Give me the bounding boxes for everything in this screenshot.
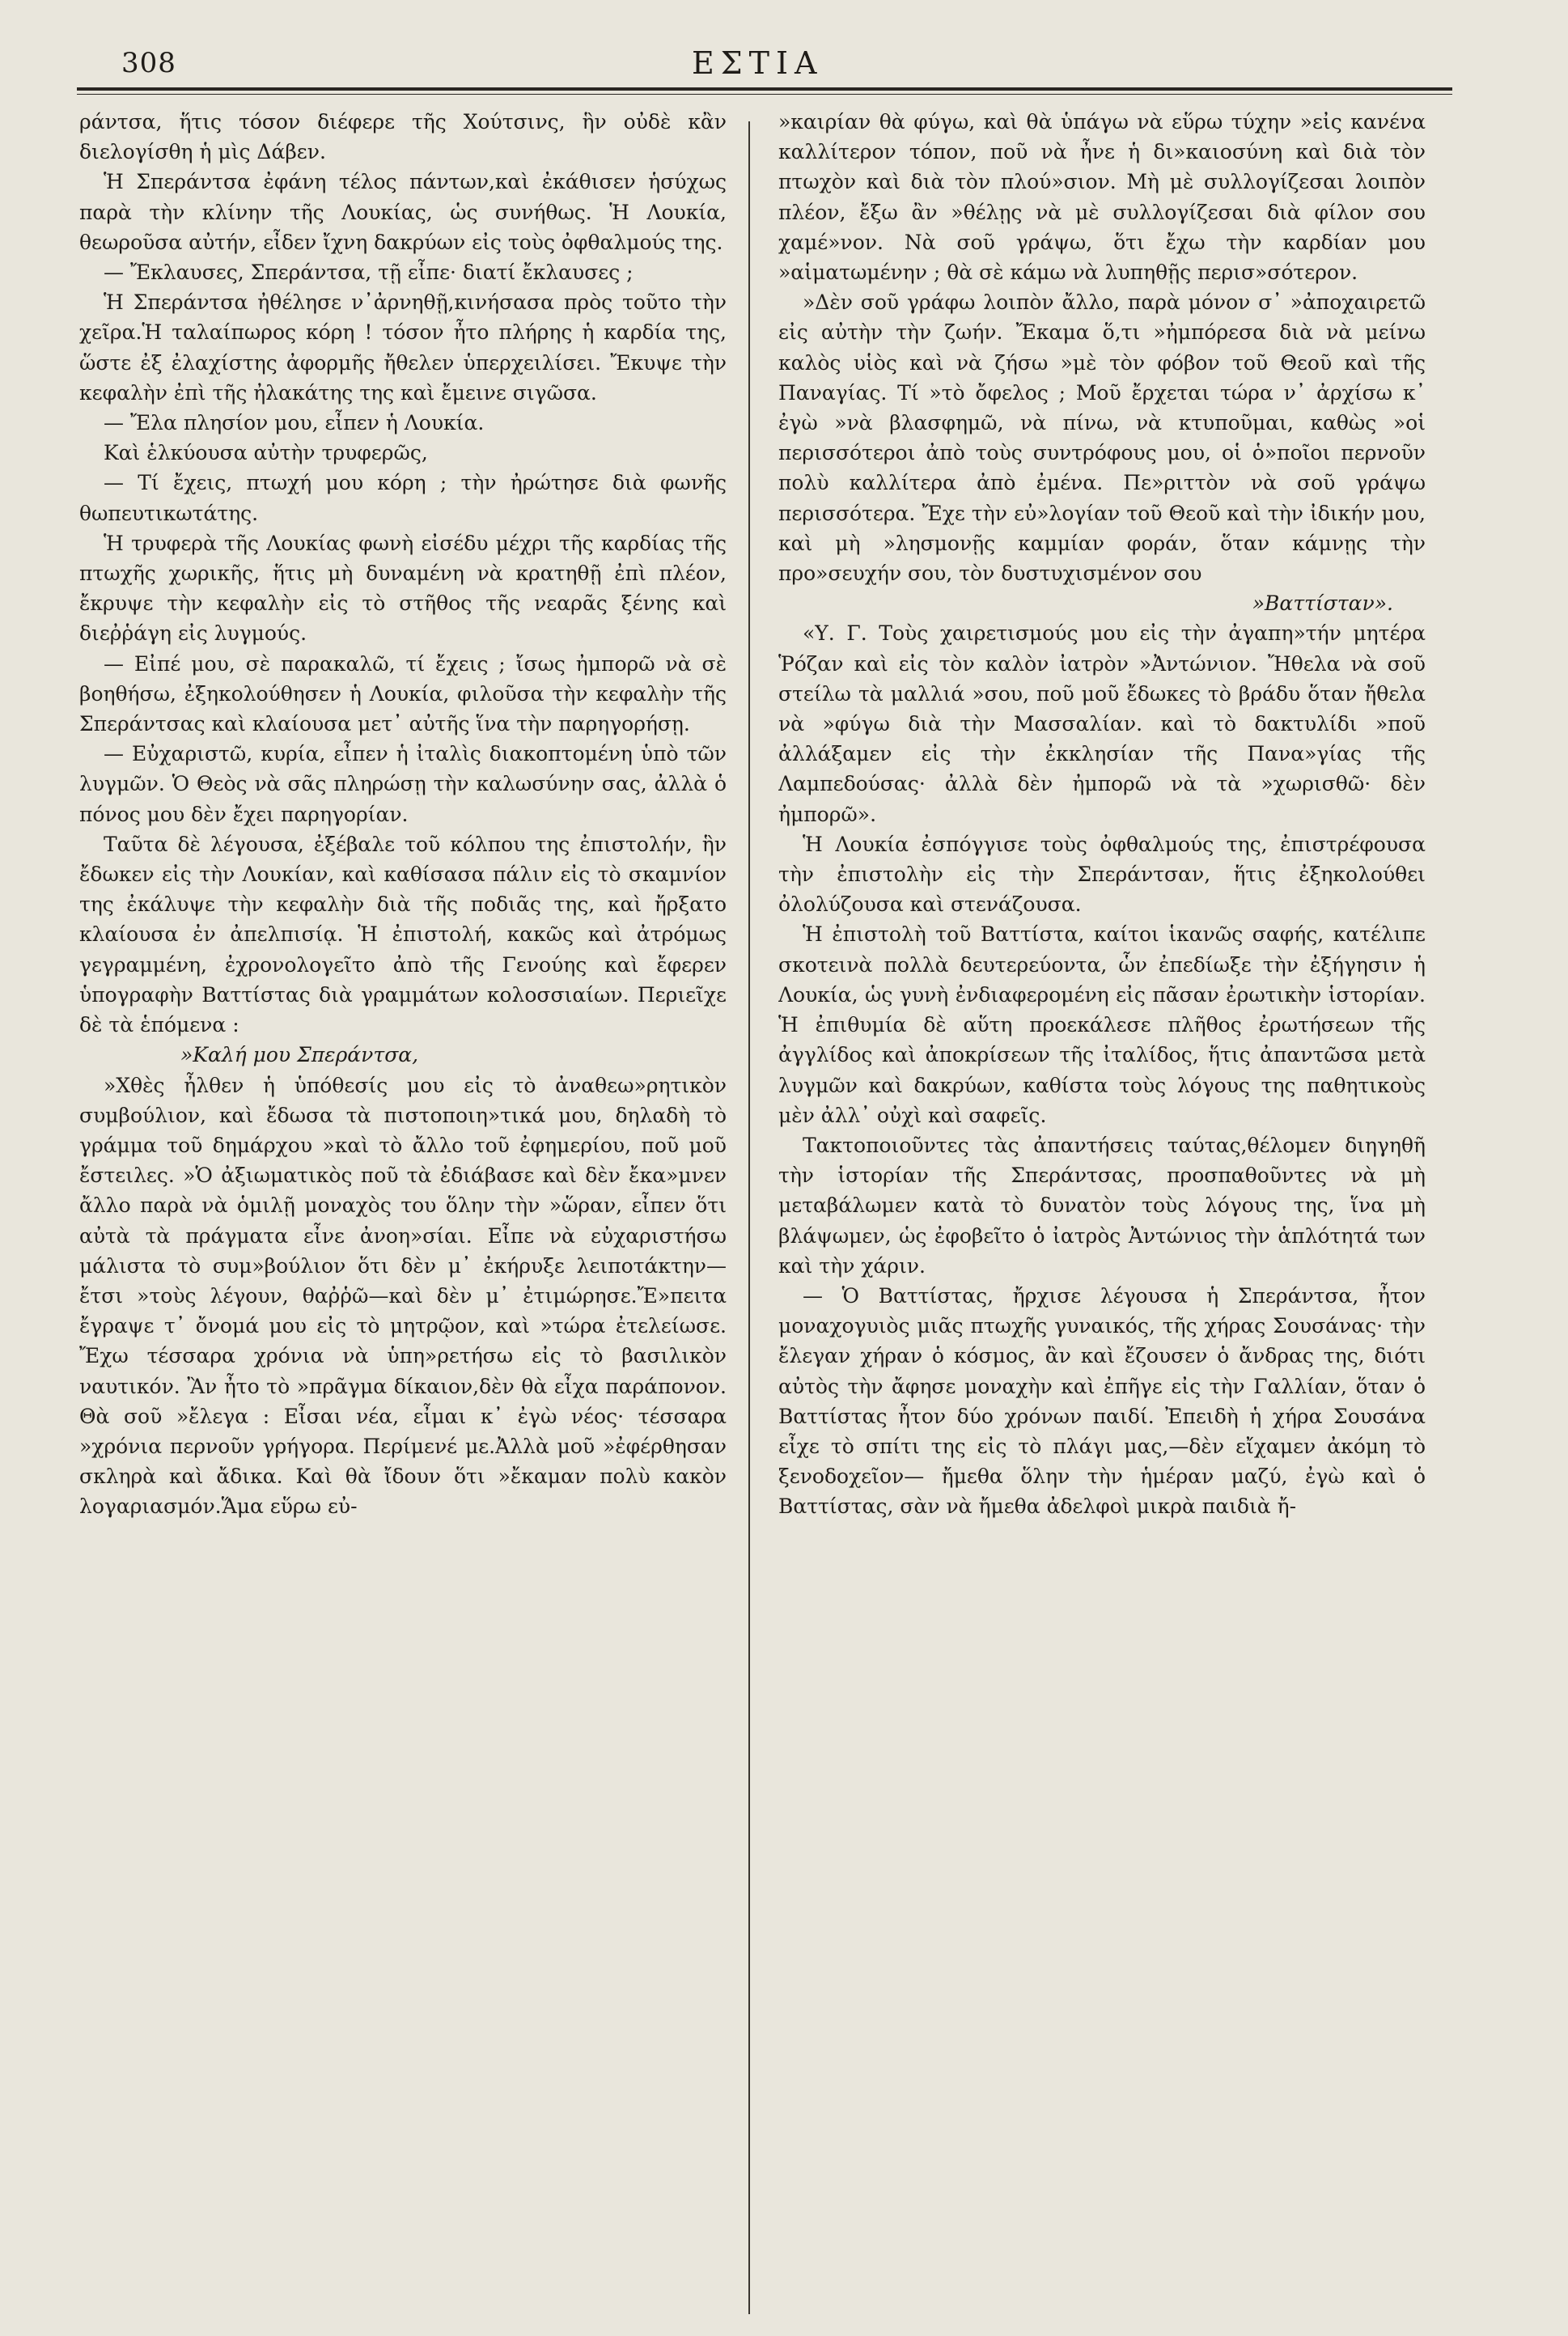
paragraph: Ἡ τρυφερὰ τῆς Λουκίας φωνὴ εἰσέδυ μέχρι τῆς καρδίας τῆς πτωχῆς χωρικῆς, ἥτις μὴ δυναμένη νὰ κρατηθῇ ἐπὶ πλέον, ἔκρυψε τὴν κεφαλὴν εἰς τὸ στῆθος τῆς νεαρᾶς ξένης καὶ διεῤῥάγη εἰς λυγμούς. [79,531,727,646]
right-column [778,107,1426,2324]
paragraph: Ταῦτα δὲ λέγουσα, ἐξέβαλε τοῦ κόλπου της ἐπιστολήν, ἣν ἔδωκεν εἰς τὴν Λουκίαν, καὶ καθίσασα πάλιν εἰς τὸ σκαμνίον της ἐκάλυψε τὴν κεφαλὴν διὰ τῆς ποδιᾶς της, καὶ ἤρξατο κλαίουσα ἐν ἀπελπισίᾳ. Ἡ ἐπιστολή, κακῶς καὶ ἀτρόμως γεγραμμένη, ἐχρονολογεῖτο ἀπὸ τῆς Γενούης καὶ ἔφερεν ὑπογραφὴν Βαττίστας διὰ γραμμάτων κολοσσιαίων. Περιεῖχε δὲ τὰ ἑπόμενα : [79,832,727,1037]
paragraph: Καὶ ἑλκύουσα αὐτὴν τρυφερῶς, [104,441,428,465]
letter-salutation: »Καλή μου Σπεράντσα, [180,1043,419,1067]
header-rule-thin [77,94,1452,95]
letter-body: »καιρίαν θὰ φύγω, καὶ θὰ ὑπάγω νὰ εὕρω τύχην »εἰς κανένα καλλίτερον τόπον, ποῦ νὰ ἦνε ἡ δι»καιοσύνη καὶ διὰ τὸν πτωχὸν καὶ διὰ τὸν πλού»σιον. Μὴ μὲ συλλογίζεσαι λοιπὸν πλέον, ἔξω ἂν »θέλῃς νὰ μὲ συλλογίζεσαι διὰ φίλον σου χαμέ»νον. Νὰ σοῦ γράψω, ὅτι ἔχω τὴν καρδίαν μου »αἱματωμένην ; θὰ σὲ κάμω νὰ λυπηθῇς περισ»σότερον. [778,110,1426,285]
letter-body: »Δὲν σοῦ γράφω λοιπὸν ἄλλο, παρὰ μόνον σ᾽ »ἀποχαιρετῶ εἰς αὐτὴν τὴν ζωήν. Ἔκαμα ὅ,τι »ἠμπόρεσα διὰ νὰ μείνω καλὸς υἱὸς καὶ νὰ ζήσω »μὲ τὸν φόβον τοῦ Θεοῦ καὶ τῆς Παναγίας. Τί »τὸ ὄφελος ; Μοῦ ἔρχεται τώρα ν᾽ ἀρχίσω κ᾽ ἐγὼ »νὰ βλασφημῶ, νὰ πίνω, νὰ κτυποῦμαι, καθὼς »οἱ περισσότεροι ἀπὸ τοὺς συντρόφους μου, οἱ ὁ»ποῖοι περνοῦν πολὺ καλλίτερα ἀπὸ ἐμένα. Πε»ριττὸν νὰ σοῦ γράψω περισσότερα. Ἔχε τὴν εὐ»λογίαν τοῦ Θεοῦ καὶ τὴν ἰδικήν μου, καὶ μὴ »λησμονῇς καμμίαν φοράν, ὅταν κάμνῃς τὴν προ»σευχήν σου, τὸν δυστυχισμένον σου [778,290,1426,586]
paragraph: Ἡ Σπεράντσα ἠθέλησε ν᾽ἀρνηθῇ,κινήσασα πρὸς τοῦτο τὴν χεῖρα.Ἡ ταλαίπωρος κόρη ! τόσον ἦτο πλήρης ἡ καρδία της, ὥστε ἐξ ἐλαχίστης ἀφορμῆς ἤθελεν ὑπερχειλίσει. Ἔκυψε τὴν κεφαλὴν ἐπὶ τῆς ἠλακάτης της καὶ ἔμεινε σιγῶσα. [79,290,727,405]
paragraph: Ἡ Λουκία ἐσπόγγισε τοὺς ὀφθαλμούς της, ἐπιστρέφουσα τὴν ἐπιστολὴν εἰς τὴν Σπεράντσαν, ἥτις ἐξηκολούθει ὀλολύζουσα καὶ στενάζουσα. [778,832,1426,917]
page-number: 308 [121,47,176,79]
letter-signature: »Βαττίσταν». [1252,591,1393,616]
column-divider [748,121,750,2314]
paragraph: Ἡ ἐπιστολὴ τοῦ Βαττίστα, καίτοι ἱκανῶς σαφής, κατέλιπε σκοτεινὰ πολλὰ δευτερεύοντα, ὧν ἐπεδίωξε τὴν ἐξήγησιν ἡ Λουκία, ὡς γυνὴ ἐνδιαφερομένη εἰς πᾶσαν ἐρωτικὴν ἱστορίαν. Ἡ ἐπιθυμία δὲ αὕτη προεκάλεσε πλῆθος ἐρωτήσεων τῆς ἀγγλίδος καὶ ἀποκρίσεων τῆς ἰταλίδος, ἥτις ἀπαντῶσα μετὰ λυγμῶν καὶ δακρύων, καθίστα τοὺς λόγους της παθητικοὺς μὲν ἀλλ᾽ οὐχὶ καὶ σαφεῖς. [778,922,1426,1127]
letter-body: »Χθὲς ἦλθεν ἡ ὑπόθεσίς μου εἰς τὸ ἀναθεω»ρητικὸν συμβούλιον, καὶ ἔδωσα τὰ πιστοποιη»τικά μου, δηλαδὴ τὸ γράμμα τοῦ δημάρχου »καὶ τὸ ἄλλο τοῦ ἐφημερίου, ποῦ μοῦ ἔστειλες. »Ὁ ἀξιωματικὸς ποῦ τὰ ἐδιάβασε καὶ δὲν ἔκα»μνεν ἄλλο παρὰ νὰ ὁμιλῇ μοναχὸς του ὅλην τὴν »ὥραν, εἶπεν ὅτι αὐτὰ τὰ πράγματα εἶνε ἀνοη»σίαι. Εἶπε νὰ εὐχαριστήσω μάλιστα τὸ συμ»βούλιον ὅτι δὲν μ᾽ ἐκήρυξε λειποτάκτην—ἔτσι »τοὺς λέγουν, θαῤῥῶ—καὶ δὲν μ᾽ ἐτιμώρησε.Ἔ»πειτα ἔγραψε τ᾽ ὄνομά μου εἰς τὸ μητρῷον, καὶ »τώρα ἐτελείωσε. Ἔχω τέσσαρα χρόνια νὰ ὑπη»ρετήσω εἰς τὸ βασιλικὸν ναυτικόν. Ἂν ἦτο τὸ »πρᾶγμα δίκαιον,δὲν θὰ εἶχα παράπονον. Θὰ σοῦ »ἔλεγα : Εἶσαι νέα, εἶμαι κ᾽ ἐγὼ νέος· τέσσαρα »χρόνια περνοῦν γρήγορα. Περίμενέ με.Ἀλλὰ μοῦ »ἐφέρθησαν σκληρὰ καὶ ἄδικα. Καὶ θὰ ἴδουν ὅτι »ἔκαμαν πολὺ κακὸν λογαριασμόν.Ἅμα εὕρω εὐ- [79,1073,727,1519]
dialogue-line: — Ἔλα πλησίον μου, εἶπεν ἡ Λουκία. [104,411,485,435]
dialogue-line: — Εὐχαριστῶ, κυρία, εἶπεν ἡ ἰταλὶς διακοπτομένη ὑπὸ τῶν λυγμῶν. Ὁ Θεὸς νὰ σᾶς πληρώσῃ τὴν καλωσύνην σας, ἀλλὰ ὁ πόνος μου δὲν ἔχει παρηγορίαν. [79,742,727,826]
running-title: ΕΣΤΙΑ [692,45,824,81]
header-rule-thick [77,87,1452,91]
paragraph: ράντσα, ἥτις τόσον διέφερε τῆς Χούτσινς, ἣν οὐδὲ κἂν διελογίσθη ἡ μὶς Δάβεν. [79,110,727,164]
page-header [77,39,1452,87]
dialogue-line: — Τί ἔχεις, πτωχή μου κόρη ; τὴν ἠρώτησε διὰ φωνῆς θωπευτικωτάτης. [79,471,727,525]
dialogue-line: — Ἔκλαυσες, Σπεράντσα, τῇ εἶπε· διατί ἔκλαυσες ; [104,261,634,285]
letter-postscript: «Υ. Γ. Τοὺς χαιρετισμούς μου εἰς τὴν ἀγαπη»τήν μητέρα Ῥόζαν καὶ εἰς τὸν καλὸν ἰατρὸν »Ἀντώνιον. Ἤθελα νὰ σοῦ στείλω τὰ μαλλιά »σου, ποῦ μοῦ ἔδωκες τὸ βράδυ ὅταν ἤθελα νὰ »φύγω διὰ τὴν Μασσαλίαν. καὶ τὸ δακτυλίδι »ποῦ ἀλλάξαμεν εἰς τὴν ἐκκλησίαν τῆς Πανα»γίας τῆς Λαμπεδούσας· ἀλλὰ δὲν ἠμπορῶ νὰ τὰ »χωρισθῶ· δὲν ἠμπορῶ». [778,621,1426,826]
paragraph: Τακτοποιοῦντες τὰς ἀπαντήσεις ταύτας,θέλομεν διηγηθῆ τὴν ἱστορίαν τῆς Σπεράντσας, προσπαθοῦντες νὰ μὴ μεταβάλωμεν κατὰ τὸ δυνατὸν τοὺς λόγους της, ἵνα μὴ βλάψωμεν, ὡς ἐφοβεῖτο ὁ ἰατρὸς Ἀντώνιος τὴν ἁπλότητά των καὶ τὴν χάριν. [778,1133,1426,1278]
left-column [79,107,727,2324]
dialogue-line: — Εἰπέ μου, σὲ παρακαλῶ, τί ἔχεις ; ἴσως ἠμπορῶ νὰ σὲ βοηθήσω, ἐξηκολούθησεν ἡ Λουκία, φιλοῦσα τὴν κεφαλὴν τῆς Σπεράντσας καὶ κλαίουσα μετ᾽ αὐτῆς ἵνα τὴν παρηγορήσῃ. [79,651,727,736]
paragraph: Ἡ Σπεράντσα ἐφάνη τέλος πάντων,καὶ ἐκάθισεν ἡσύχως παρὰ τὴν κλίνην τῆς Λουκίας, ὡς συνήθως. Ἡ Λουκία, θεωροῦσα αὐτήν, εἶδεν ἴχνη δακρύων εἰς τοὺς ὀφθαλμούς της. [79,170,727,254]
dialogue-line: — Ὁ Βαττίστας, ἤρχισε λέγουσα ἡ Σπεράντσα, ἦτον μοναχογυιὸς μιᾶς πτωχῆς γυναικός, τῆς χήρας Σουσάνας· τὴν ἔλεγαν χήραν ὁ κόσμος, ἂν καὶ ἔζουσεν ὁ ἄνδρας της, διότι αὐτὸς τὴν ἄφησε μοναχὴν καὶ ἐπῆγε εἰς τὴν Γαλλίαν, ὅταν ὁ Βαττίστας ἦτον δύο χρόνων παιδί. Ἐπειδὴ ἡ χήρα Σουσάνα εἶχε τὸ σπίτι της εἰς τὸ πλάγι μας,—δὲν εἴχαμεν ἀκόμη τὸ ξενοδοχεῖον— ἤμεθα ὅλην τὴν ἡμέραν μαζύ, ἐγὼ καὶ ὁ Βαττίστας, σὰν νὰ ἤμεθα ἀδελφοὶ μικρὰ παιδιὰ ἤ- [778,1283,1426,1519]
